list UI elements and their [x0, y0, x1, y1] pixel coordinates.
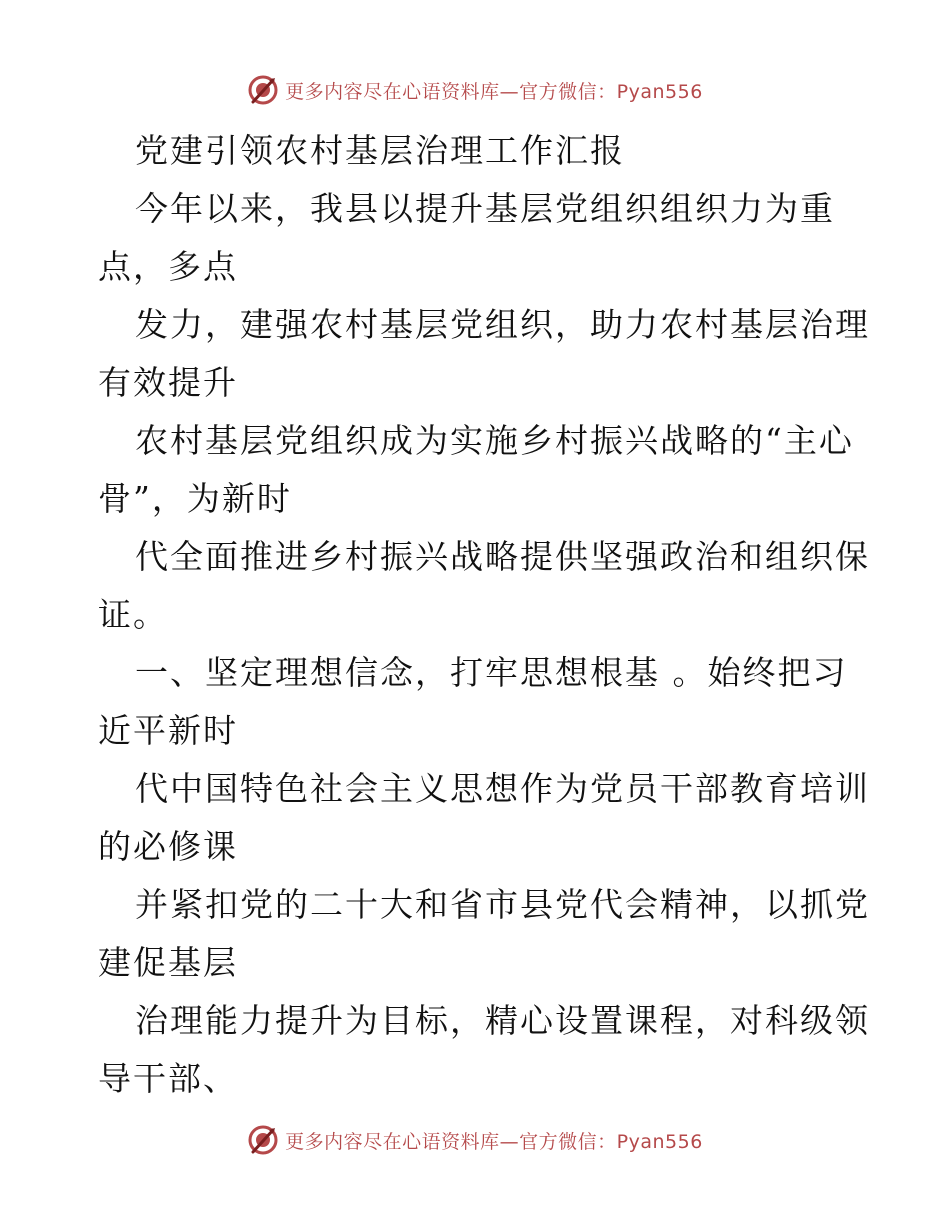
paragraph-line: 导干部、: [98, 1059, 238, 1098]
document-body: [98, 122, 870, 1108]
paragraph-line: 农村基层党组织成为实施乡村振兴战略的“主心: [135, 421, 854, 460]
document-title: 党建引领农村基层治理工作汇报: [135, 131, 625, 170]
watermark-text: 更多内容尽在心语资料库—官方微信：Pyan556: [285, 1130, 703, 1153]
paragraph-line: 代中国特色社会主义思想作为党员干部教育培训: [135, 769, 870, 808]
paragraph-line: 近平新时: [98, 711, 238, 750]
paragraph-line: 治理能力提升为目标，精心设置课程，对科级领: [135, 1001, 870, 1040]
paragraph-line: 建促基层: [98, 943, 238, 982]
quill-seal-icon: [247, 1124, 279, 1156]
watermark-header: [0, 70, 950, 110]
paragraph-line: 的必修课: [98, 827, 238, 866]
quill-seal-icon: [247, 74, 279, 106]
paragraph-line: 并紧扣党的二十大和省市县党代会精神，以抓党: [135, 885, 870, 924]
paragraph-line: 骨”，为新时: [98, 479, 292, 518]
watermark-text: 更多内容尽在心语资料库—官方微信：Pyan556: [285, 80, 703, 103]
paragraph-line: 今年以来，我县以提升基层党组织组织力为重: [135, 189, 835, 228]
watermark-footer: [0, 1120, 950, 1160]
paragraph-line: 证。: [98, 595, 168, 634]
paragraph-line: 代全面推进乡村振兴战略提供坚强政治和组织保: [135, 537, 870, 576]
paragraph-line: 有效提升: [98, 363, 238, 402]
paragraph-line: 发力，建强农村基层党组织，助力农村基层治理: [135, 305, 870, 344]
paragraph-line: 点，多点: [98, 247, 238, 286]
section-heading-line: 一、坚定理想信念，打牢思想根基 。始终把习: [135, 653, 848, 692]
